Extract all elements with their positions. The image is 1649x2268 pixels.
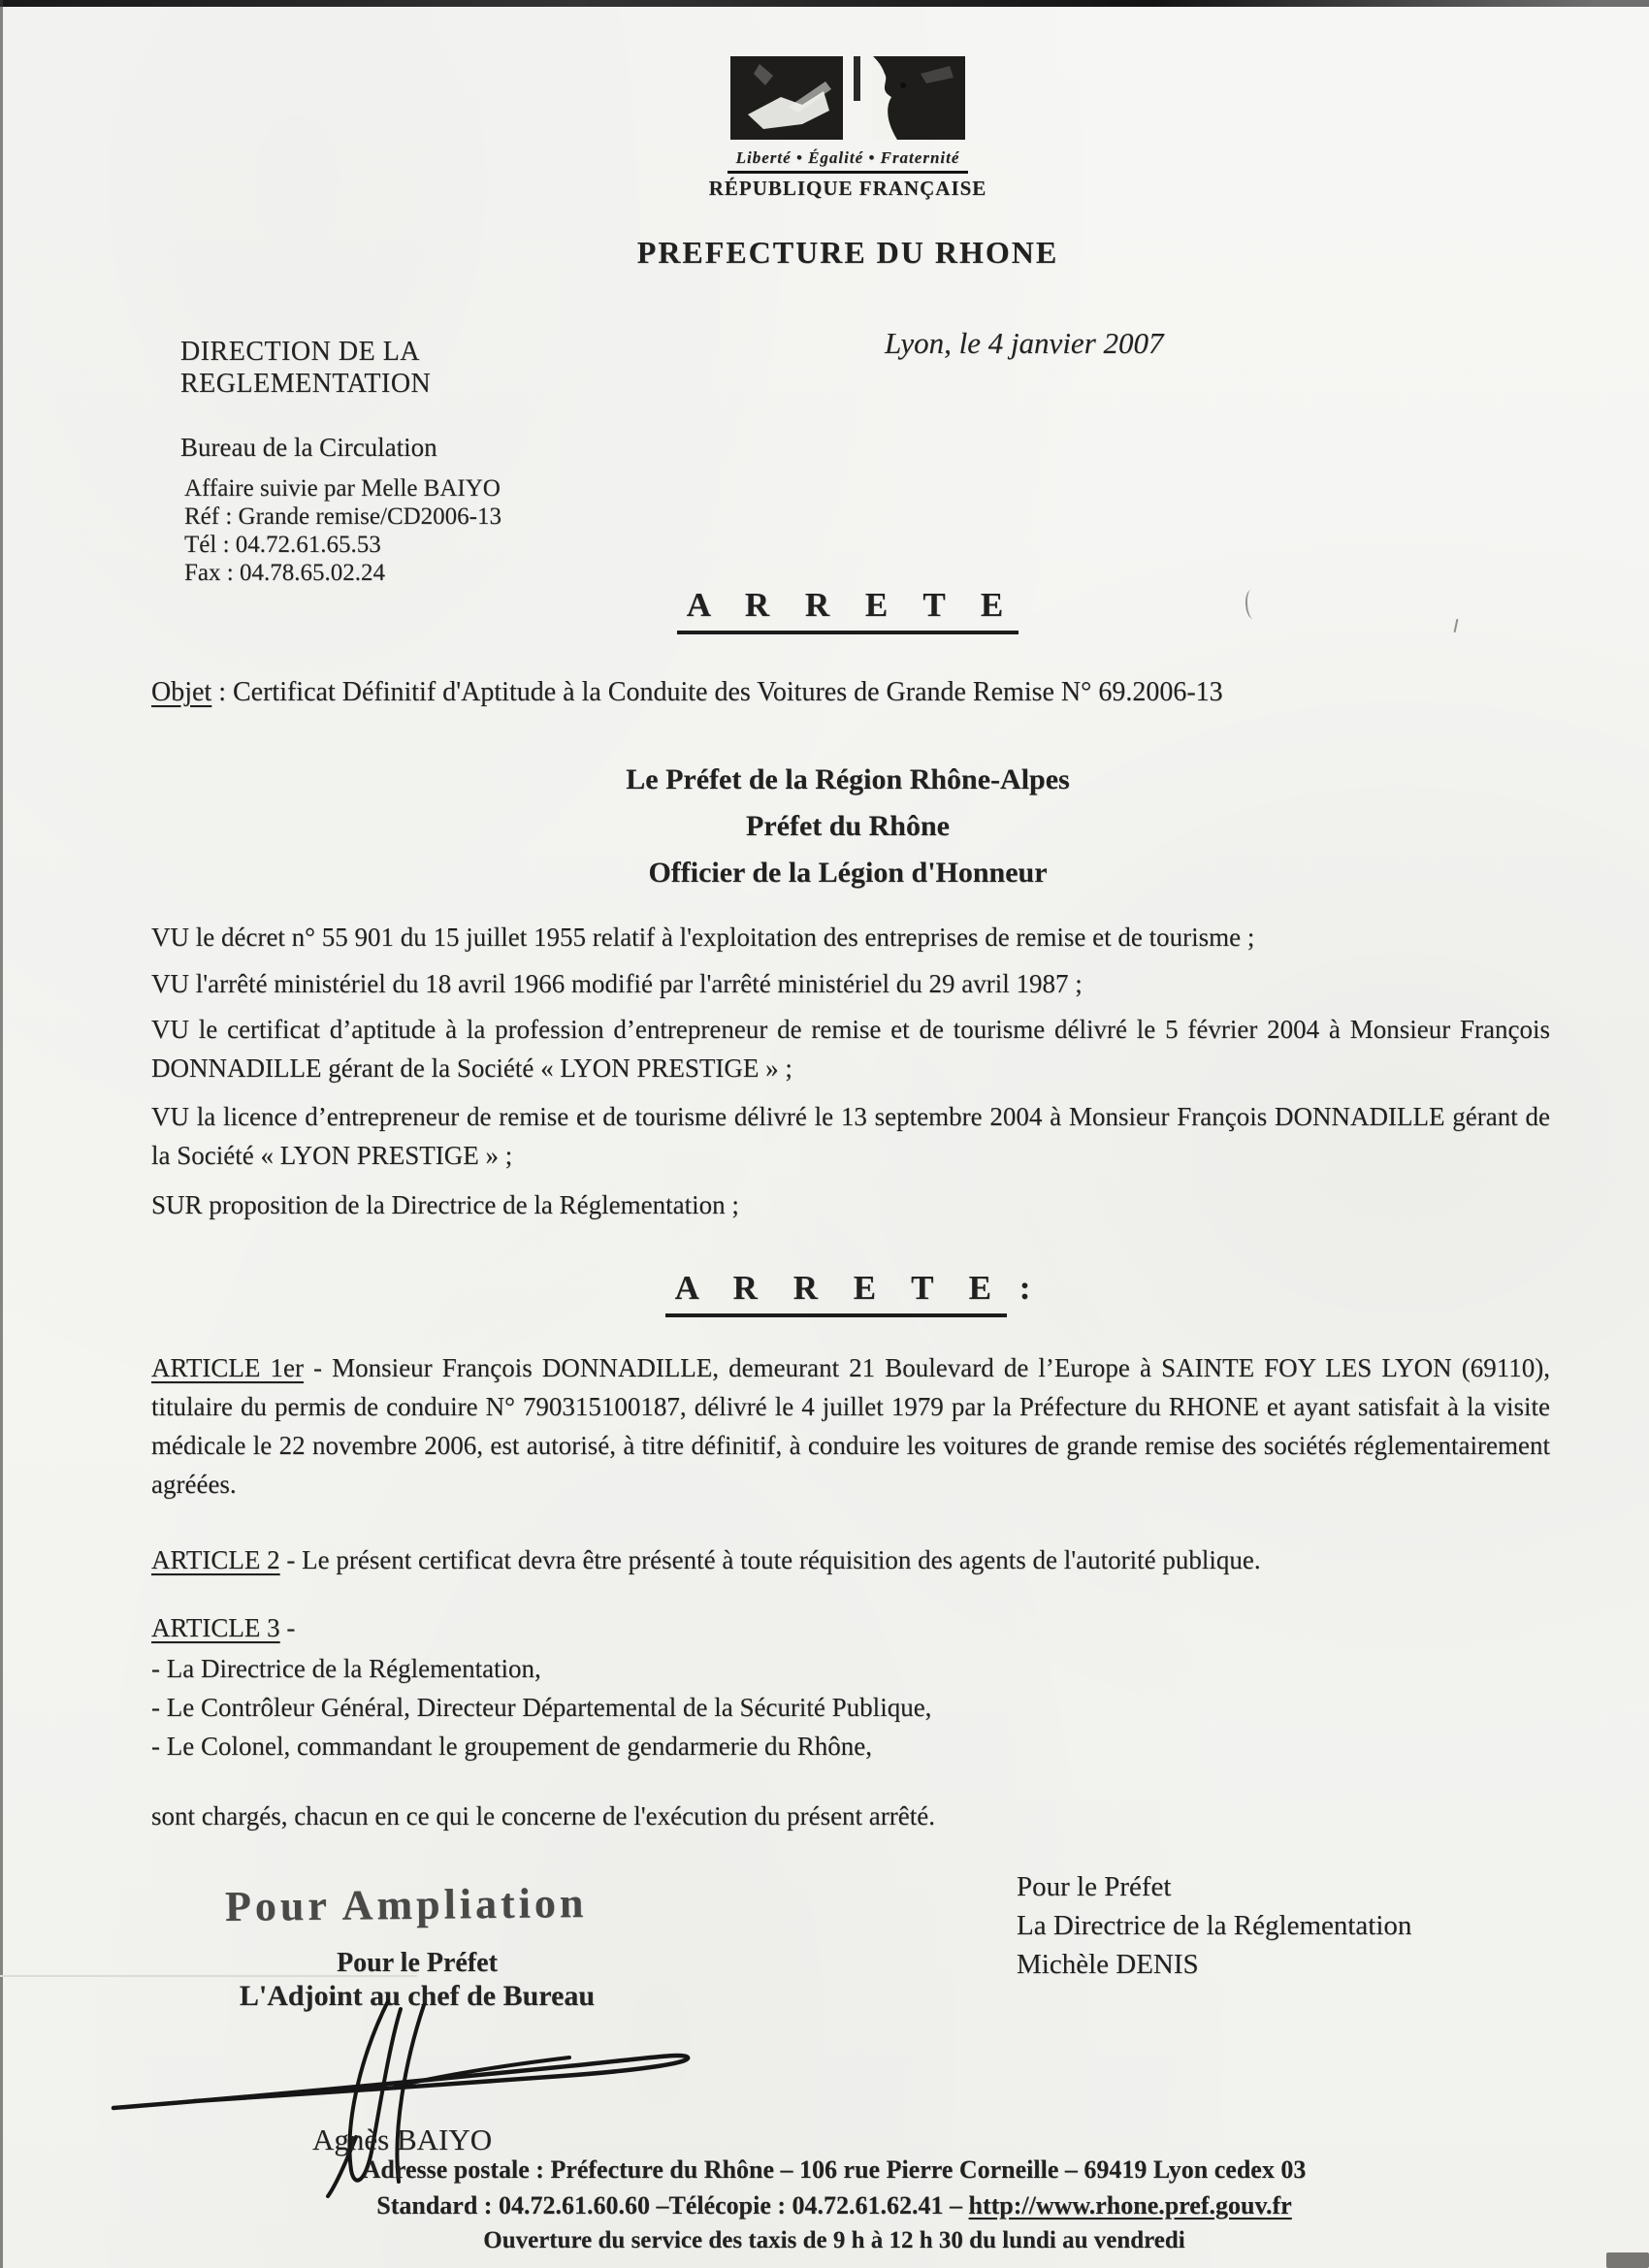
- article-1: [151, 1348, 1550, 1504]
- recitals-block: [151, 918, 1550, 1224]
- recital-paragraph: VU l'arrêté ministériel du 18 avril 1966 modifié par l'arrêté ministériel du 29 avril 1987 ;: [151, 969, 1083, 998]
- scan-edge-left: [0, 0, 3, 2268]
- recital-paragraph: VU la licence d’entrepreneur de remise et de tourisme délivré le 13 septembre 2004 à Monsieur François DONNADILLE gérant de la Société « LYON PRESTIGE » ;: [151, 1102, 1550, 1170]
- article-label: ARTICLE 3: [151, 1613, 280, 1642]
- footer-address: Adresse postale : Préfecture du Rhône – 106 rue Pierre Corneille – 69419 Lyon cedex 03: [362, 2155, 1307, 2184]
- article-text: - Monsieur François DONNADILLE, demeurant 21 Boulevard de l’Europe à SAINTE FOY LES LYON (69110), titulaire du permis de conduire N° 790315100187, délivré le 4 juillet 1979 par la Préfecture du RHONE et ayant satisfait à la visite médicale le 22 novembre 2006, est autorisé, à titre définitif, à conduire les voitures de grande remise des sociétés réglementairement agréées.: [151, 1353, 1551, 1499]
- footer-block: [116, 2155, 1552, 2254]
- ampliation-stamp: Pour Ampliation: [224, 1879, 588, 1930]
- republic-header: [47, 56, 1649, 201]
- recital-paragraph: VU le décret n° 55 901 du 15 juillet 1955 relatif à l'exploitation des entreprises de remise et de tourisme ;: [151, 923, 1255, 952]
- article-3-label: [151, 1608, 1550, 1647]
- marianne-logo-icon: [730, 56, 965, 140]
- enacting-title-wrap: [47, 1269, 1649, 1317]
- tel-line: Tél : 04.72.61.65.53: [184, 532, 381, 558]
- ref-line: Réf : Grande remise/CD2006-13: [184, 503, 502, 530]
- issuer-line: Le Préfet de la Région Rhône-Alpes: [626, 763, 1070, 795]
- recital-paragraph: SUR proposition de la Directrice de la Réglementation ;: [151, 1190, 739, 1219]
- left-stamp-line: Pour le Préfet: [337, 1948, 498, 1978]
- right-sig-name: Michèle DENIS: [1017, 1949, 1199, 1980]
- article-text: -: [279, 1613, 296, 1642]
- article-2: [151, 1540, 1550, 1579]
- footer-standard: [116, 2191, 1552, 2220]
- objet-text: : Certificat Définitif d'Aptitude à la Conduite des Voitures de Grande Remise N° 69.2006-13: [211, 677, 1223, 707]
- issuer-line: Préfet du Rhône: [746, 810, 950, 842]
- objet-label: Objet: [151, 677, 212, 707]
- dateline: Lyon, le 4 janvier 2007: [885, 326, 1164, 360]
- logo-motto: Liberté • Égalité • Fraternité: [735, 148, 960, 167]
- right-sig-line: Pour le Préfet: [1017, 1871, 1172, 1902]
- contact-block: [184, 474, 501, 587]
- issuer-line: Officier de la Légion d'Honneur: [648, 857, 1048, 889]
- footer-phones: Standard : 04.72.61.60.60 –Télécopie : 04.72.61.62.41 –: [376, 2191, 969, 2219]
- logo-rule: [728, 171, 968, 174]
- prefecture-title: PREFECTURE DU RHONE: [636, 235, 1059, 270]
- issuer-block: [47, 757, 1649, 896]
- scan-corner-artifact: [1606, 2252, 1649, 2268]
- direction-line: DIRECTION DE LA: [180, 337, 421, 367]
- scan-edge-top: [0, 0, 1649, 7]
- direction-block: [180, 336, 431, 400]
- footer-url: http://www.rhone.pref.gouv.fr: [968, 2191, 1292, 2219]
- article-3-item: - Le Contrôleur Général, Directeur Départemental de la Sécurité Publique,: [151, 1693, 932, 1722]
- article-label: ARTICLE 1er: [151, 1353, 304, 1382]
- logo-republique: RÉPUBLIQUE FRANÇAISE: [708, 177, 987, 200]
- article-label: ARTICLE 2: [151, 1545, 280, 1574]
- closing-line: sont chargés, chacun en ce qui le concerne de l'exécution du présent arrêté.: [151, 1801, 935, 1831]
- enacting-colon: :: [1011, 1269, 1031, 1307]
- article-text: - Le présent certificat devra être présenté à toute réquisition des agents de l'autorité publique.: [279, 1545, 1261, 1574]
- enacting-title: A R R E T E: [665, 1269, 1007, 1317]
- recital-paragraph: VU le certificat d’aptitude à la profession d’entrepreneur de remise et de tourisme délivré le 5 février 2004 à Monsieur François DONNADILLE gérant de la Société « LYON PRESTIGE » ;: [151, 1015, 1550, 1083]
- direction-line: REGLEMENTATION: [180, 369, 432, 399]
- article-3-item: - Le Colonel, commandant le groupement de gendarmerie du Rhône,: [151, 1732, 873, 1761]
- article-3-items: [151, 1649, 1550, 1766]
- arrete-title-wrap: [47, 586, 1649, 634]
- bureau-line: Bureau de la Circulation: [180, 433, 437, 462]
- left-signatory-name: Agnès BAIYO: [312, 2122, 493, 2156]
- article-3-item: - La Directrice de la Réglementation,: [151, 1654, 541, 1683]
- affaire-line: Affaire suivie par Melle BAIYO: [184, 475, 501, 502]
- fax-line: Fax : 04.78.65.02.24: [184, 560, 385, 586]
- objet-line: [151, 677, 1223, 708]
- right-sig-line: La Directrice de la Réglementation: [1017, 1910, 1412, 1941]
- arrete-title: A R R E T E: [677, 586, 1018, 634]
- footer-hours: Ouverture du service des taxis de 9 h à 12 h 30 du lundi au vendredi: [483, 2227, 1185, 2253]
- left-stamp-line: L'Adjoint au chef de Bureau: [239, 1980, 596, 2012]
- right-signature-block: [1017, 1867, 1411, 1984]
